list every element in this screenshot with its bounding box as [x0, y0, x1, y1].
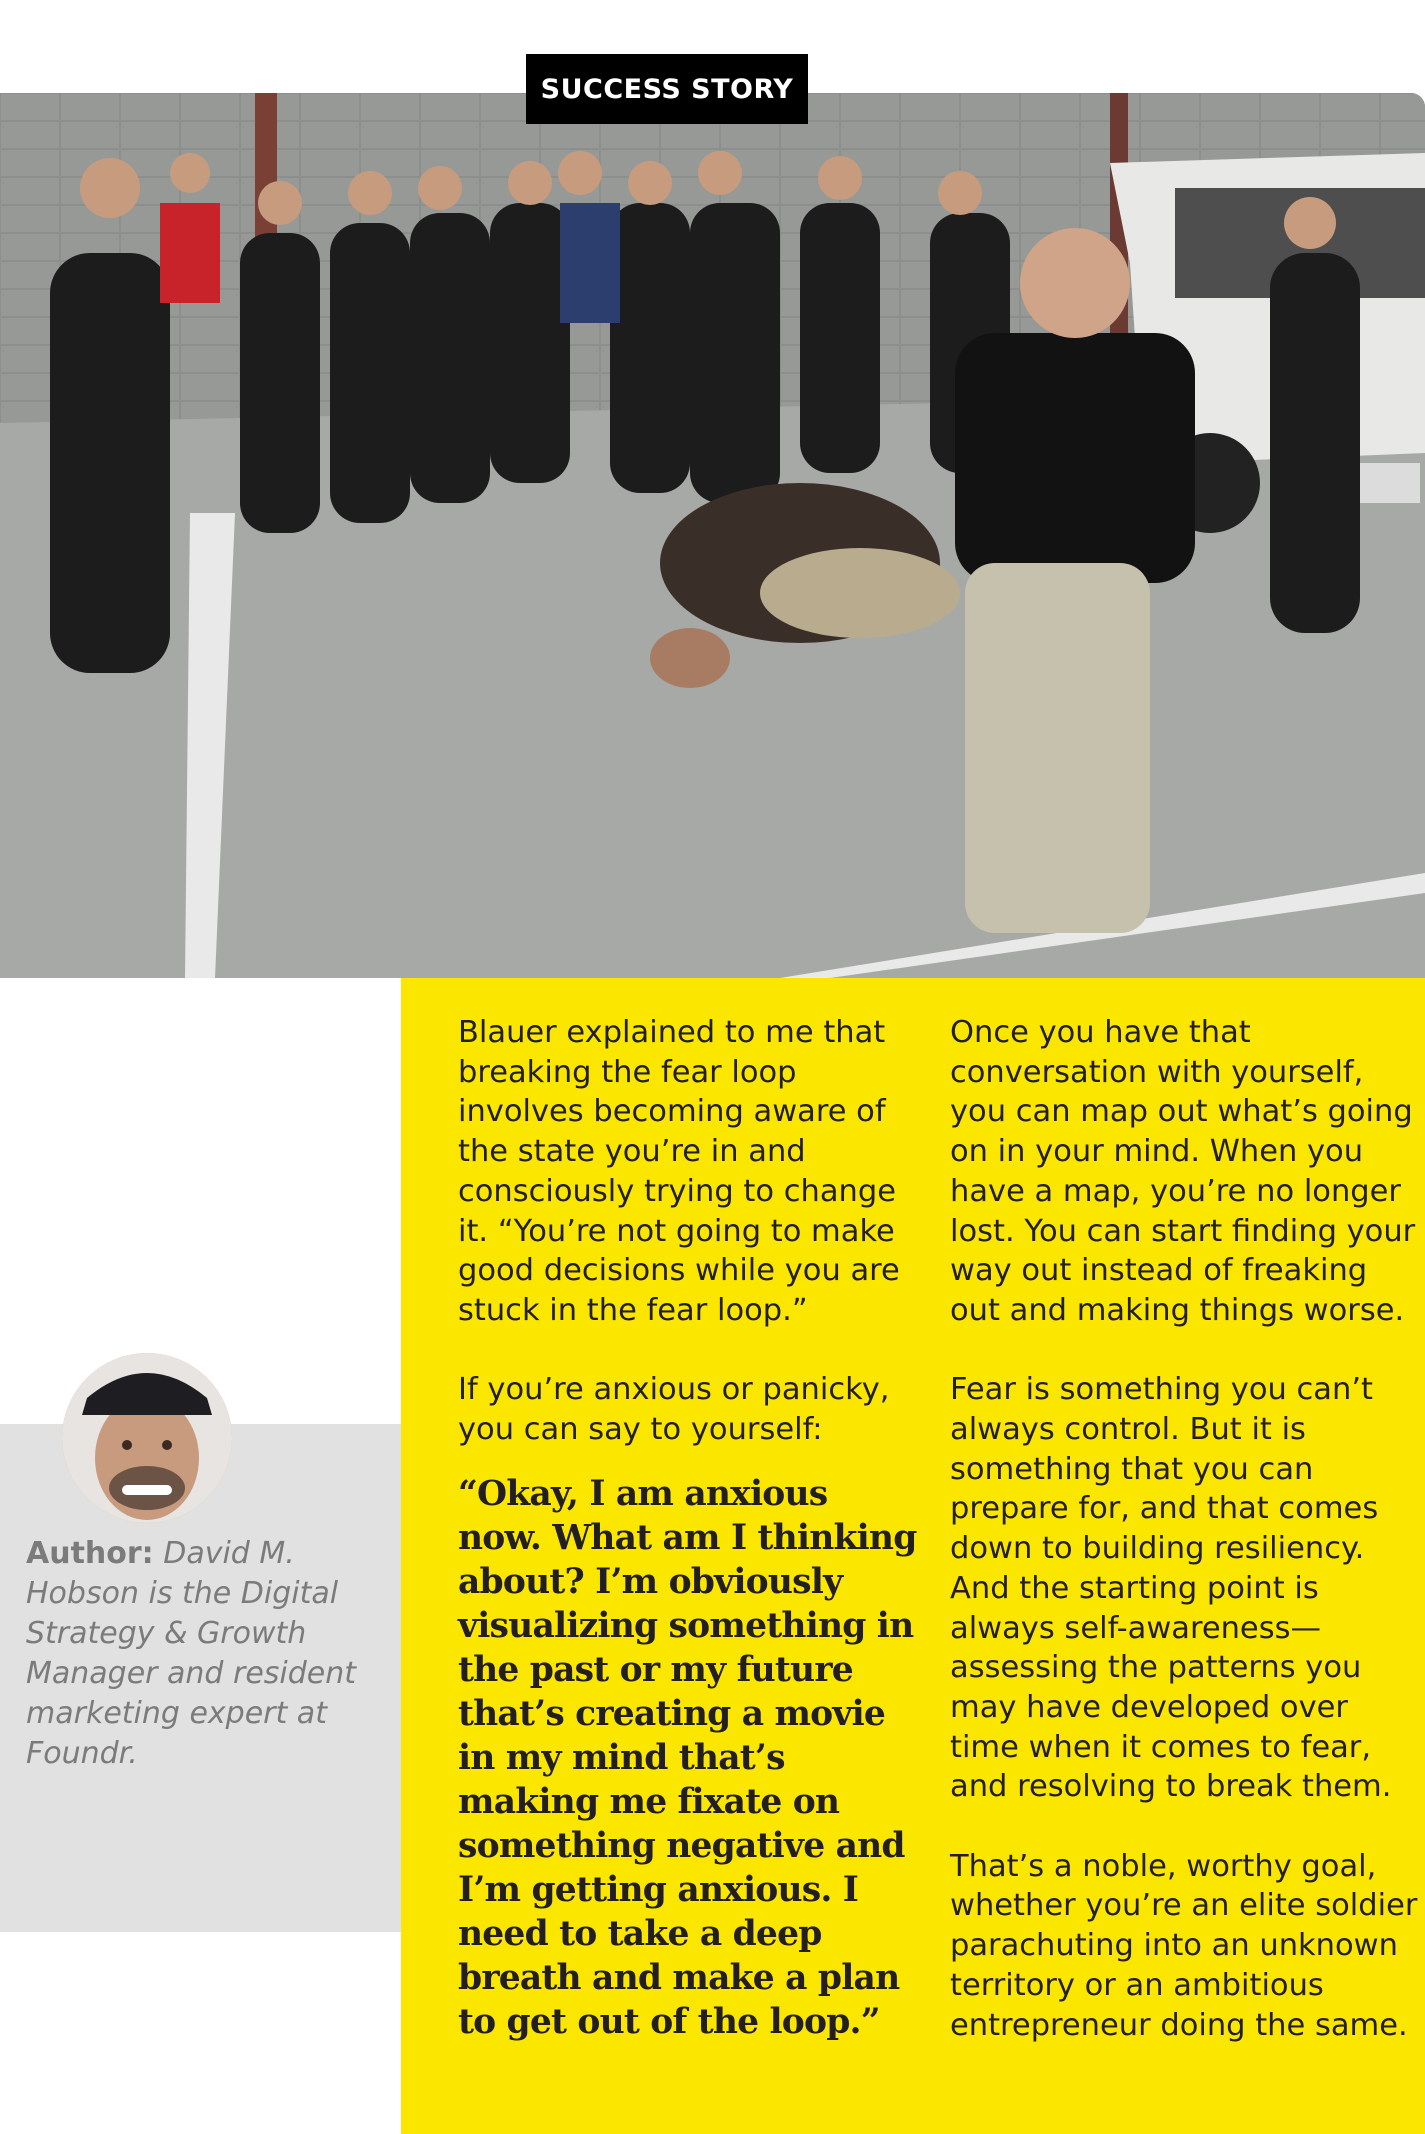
author-label: Author:	[26, 1536, 154, 1571]
training-photo-illustration	[0, 93, 1425, 978]
author-photo-icon	[62, 1353, 232, 1523]
author-bio	[26, 1534, 366, 1774]
section-label: SUCCESS STORY	[526, 54, 808, 124]
paragraph: Once you have that conversation with yourself, you can map out what’s going on in your mind. When you have a map, you’re no longer lost. You can start finding your way out instead of freaking out and making things worse.	[950, 1015, 1416, 1328]
paragraph: Fear is something you can’t always control. But it is something that you can prepare for, and that comes down to building resiliency. And the starting point is always self-awareness—assessing the patterns you may have developed over time when it comes to fear, and resolving to break them.	[950, 1372, 1392, 1805]
article-column-left	[458, 1013, 918, 2083]
training-photo	[0, 93, 1425, 978]
author-avatar	[62, 1353, 232, 1523]
paragraph: Blauer explained to me that breaking the fear loop involves becoming aware of the state you’re in and consciously trying to change it. “You’re not going to make good decisions while you are stuck in the fear loop.”	[458, 1015, 900, 1328]
paragraph: That’s a noble, worthy goal, whether you’re an elite soldier parachuting into an unknown territory or an ambitious entrepreneur doing the same.	[950, 1848, 1418, 2043]
article-column-right	[950, 1013, 1420, 2085]
paragraph: If you’re anxious or panicky, you can say to yourself:	[458, 1372, 890, 1448]
author-bio-text: David M. Hobson is the Digital Strategy & Growth Manager and resident marketing expert at Foundr.	[26, 1536, 357, 1771]
pull-quote: “Okay, I am anxious now. What am I thinking about? I’m obviously visualizing something in the past or my future that’s creating a movie in my mind that’s making me fixate on something negative and I’m getting anxious. I need to take a deep breath and make a plan to get out of the loop.”	[458, 1473, 917, 2042]
